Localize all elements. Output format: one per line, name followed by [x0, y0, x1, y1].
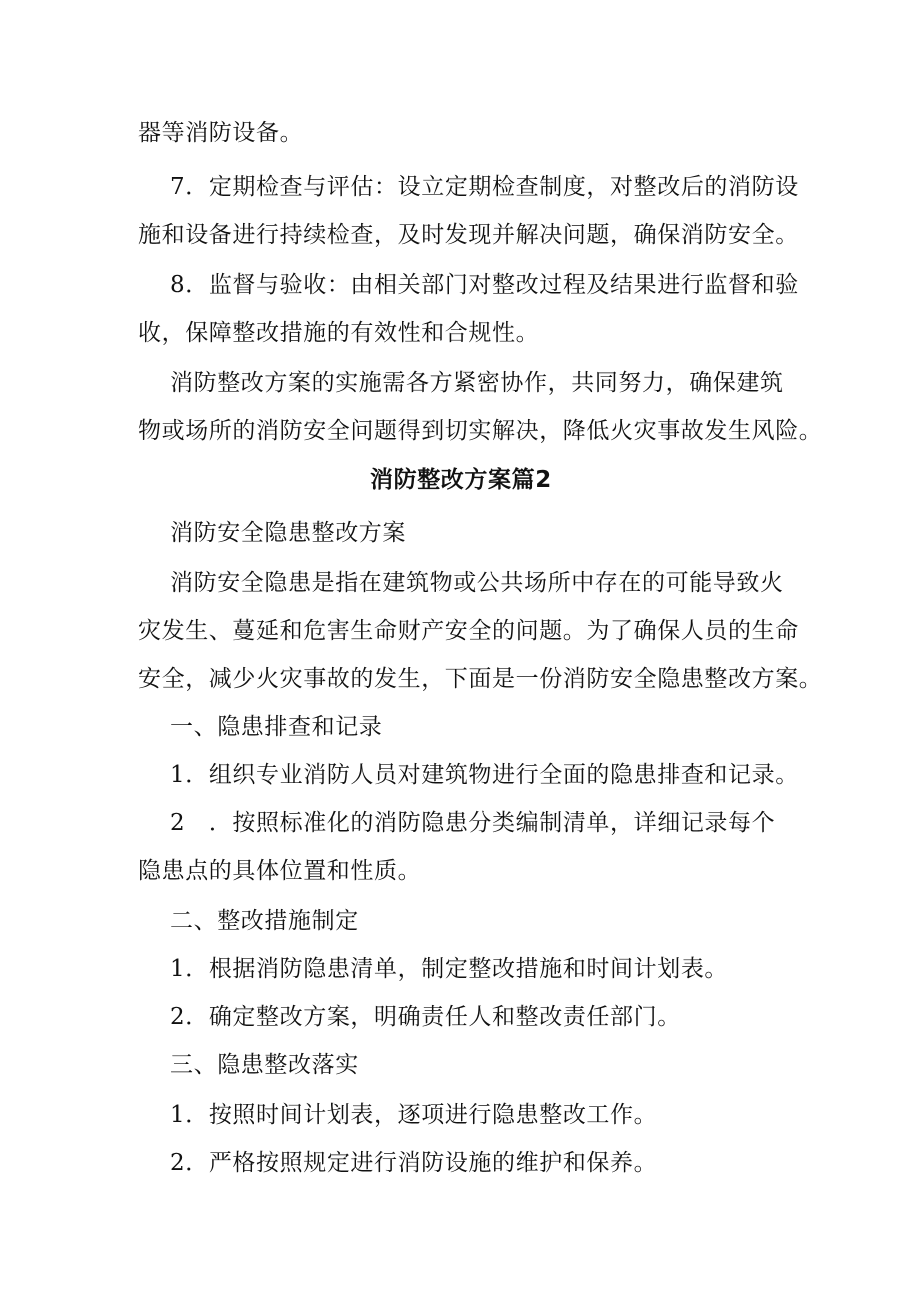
paragraph-line: 消防安全隐患是指在建筑物或公共场所中存在的可能导致火	[170, 570, 784, 596]
section-title: 消防整改方案篇2	[370, 467, 552, 493]
paragraph-line: 物或场所的消防安全问题得到切实解决，降低火灾事故发生风险。	[138, 418, 823, 444]
paragraph-line: 消防整改方案的实施需各方紧密协作，共同努力，确保建筑	[170, 370, 784, 396]
list-item-7-line-2: 施和设备进行持续检查，及时发现并解决问题，确保消防安全。	[138, 222, 799, 248]
list-item: 2．严格按照规定进行消防设施的维护和保养。	[170, 1150, 658, 1176]
paragraph-line: 安全，减少火灾事故的发生，下面是一份消防安全隐患整改方案。	[138, 666, 823, 692]
list-item-7-line-1: 7．定期检查与评估：设立定期检查制度，对整改后的消防设	[170, 174, 799, 200]
paragraph-line: 器等消防设备。	[138, 120, 304, 146]
list-item: 1．根据消防隐患清单，制定整改措施和时间计划表。	[170, 956, 729, 982]
list-item: 1．按照时间计划表，逐项进行隐患整改工作。	[170, 1102, 658, 1128]
section-heading: 一、隐患排查和记录	[170, 714, 383, 740]
list-item-continuation: 隐患点的具体位置和性质。	[138, 858, 422, 884]
list-item: 1．组织专业消防人员对建筑物进行全面的隐患排查和记录。	[170, 762, 799, 788]
list-item: 2 ．按照标准化的消防隐患分类编制清单，详细记录每个	[170, 810, 776, 836]
section-heading: 三、隐患整改落实	[170, 1052, 359, 1078]
list-item-8-line-2: 收，保障整改措施的有效性和合规性。	[138, 320, 540, 346]
subtitle-line: 消防安全隐患整改方案	[170, 520, 406, 546]
list-item: 2．确定整改方案，明确责任人和整改责任部门。	[170, 1004, 681, 1030]
section-heading: 二、整改措施制定	[170, 908, 359, 934]
paragraph-line: 灾发生、蔓延和危害生命财产安全的问题。为了确保人员的生命	[138, 618, 799, 644]
list-item-8-line-1: 8．监督与验收：由相关部门对整改过程及结果进行监督和验	[170, 272, 799, 298]
